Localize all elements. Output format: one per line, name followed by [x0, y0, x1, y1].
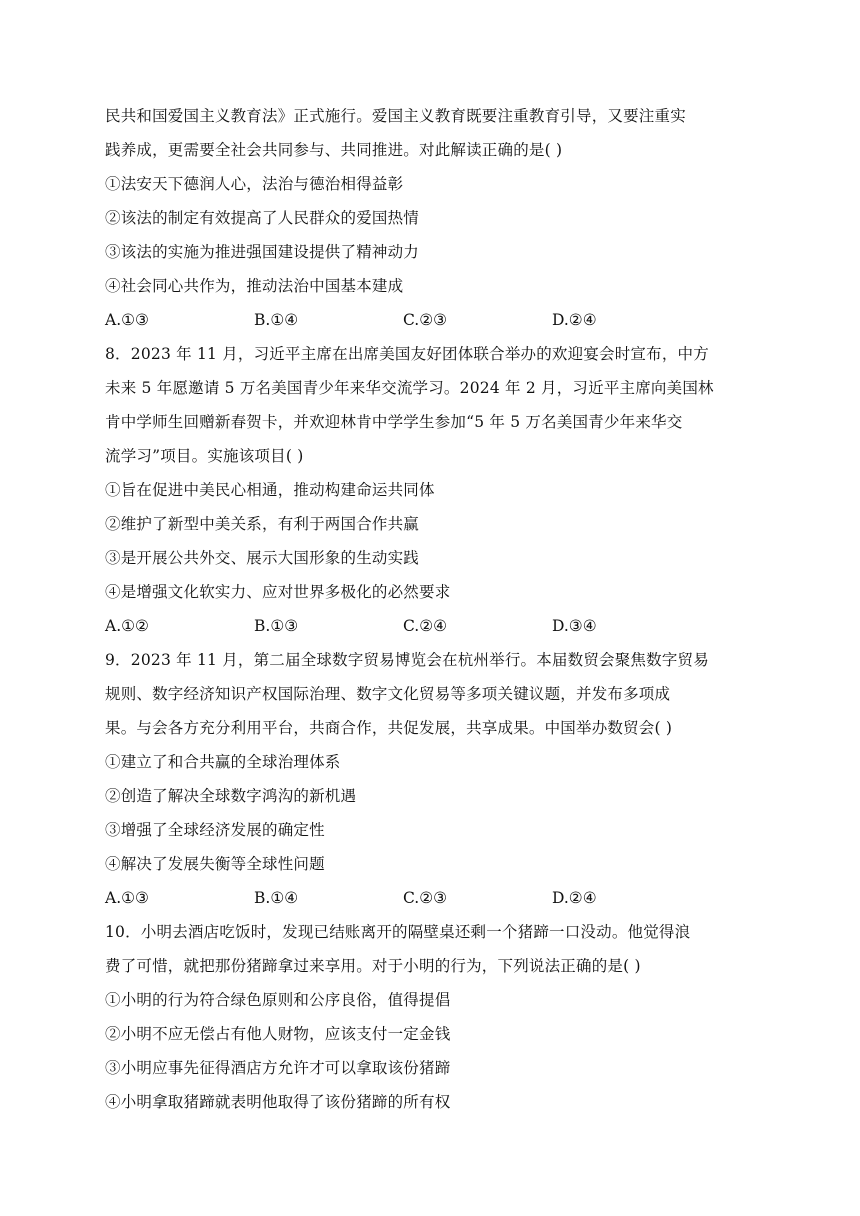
question-stem-line: 未来 5 年愿邀请 5 万名美国青少年来华交流学习。2024 年 2 月，习近平主席向美国林 [105, 379, 714, 397]
question-stem-line: 民共和国爱国主义教育法》正式施行。爱国主义教育既要注重教育引导，又要注重实 [105, 107, 686, 125]
statement-3: ③该法的实施为推进强国建设提供了精神动力 [105, 243, 420, 261]
statement-1: ①建立了和合共赢的全球治理体系 [105, 753, 341, 771]
statement-4: ④解决了发展失衡等全球性问题 [105, 855, 325, 873]
option-d: D.②④ [552, 889, 597, 907]
answer-options [105, 303, 755, 337]
question-stem-line: 肯中学师生回赠新春贺卡，并欢迎林肯中学学生参加“5 年 5 万名美国青少年来华交 [105, 413, 683, 431]
statement-2: ②该法的制定有效提高了人民群众的爱国热情 [105, 209, 420, 227]
option-b: B.①④ [254, 889, 299, 907]
option-a: A.①② [105, 617, 149, 635]
option-c: C.②③ [403, 889, 448, 907]
option-d: D.②④ [552, 311, 597, 329]
question-7 [105, 99, 755, 337]
statement-3: ③是开展公共外交、展示大国形象的生动实践 [105, 549, 420, 567]
statement-2: ②维护了新型中美关系，有利于两国合作共赢 [105, 515, 420, 533]
statement-2: ②小明不应无偿占有他人财物，应该支付一定金钱 [105, 1025, 451, 1043]
option-a: A.①③ [105, 311, 149, 329]
question-stem-line: 8．2023 年 11 月，习近平主席在出席美国友好团体联合举办的欢迎宴会时宣布，中方 [105, 345, 709, 363]
statement-4: ④社会同心共作为，推动法治中国基本建成 [105, 277, 404, 295]
question-stem-line: 流学习”项目。实施该项目( ) [105, 447, 304, 465]
statement-4: ④小明拿取猪蹄就表明他取得了该份猪蹄的所有权 [105, 1093, 451, 1111]
question-stem-line: 费了可惜，就把那份猪蹄拿过来享用。对于小明的行为，下列说法正确的是( ) [105, 957, 641, 975]
question-9 [105, 643, 755, 915]
question-stem-line: 践养成，更需要全社会共同参与、共同推进。对此解读正确的是( ) [105, 141, 563, 159]
statement-3: ③增强了全球经济发展的确定性 [105, 821, 325, 839]
question-list [105, 99, 755, 1119]
question-10 [105, 915, 755, 1119]
answer-options [105, 881, 755, 915]
option-b: B.①④ [254, 311, 299, 329]
question-8 [105, 337, 755, 643]
answer-options [105, 609, 755, 643]
statement-4: ④是增强文化软实力、应对世界多极化的必然要求 [105, 583, 451, 601]
statement-3: ③小明应事先征得酒店方允许才可以拿取该份猪蹄 [105, 1059, 451, 1077]
option-c: C.②④ [403, 617, 448, 635]
option-c: C.②③ [403, 311, 448, 329]
question-stem-line: 9．2023 年 11 月，第二届全球数字贸易博览会在杭州举行。本届数贸会聚焦数字贸易 [105, 651, 709, 669]
statement-2: ②创造了解决全球数字鸿沟的新机遇 [105, 787, 357, 805]
statement-1: ①旨在促进中美民心相通，推动构建命运共同体 [105, 481, 435, 499]
option-b: B.①③ [254, 617, 299, 635]
option-d: D.③④ [552, 617, 597, 635]
question-stem-line: 规则、数字经济知识产权国际治理、数字文化贸易等多项关键议题，并发布多项成 [105, 685, 671, 703]
statement-1: ①法安天下德润人心，法治与德治相得益彰 [105, 175, 404, 193]
statement-1: ①小明的行为符合绿色原则和公序良俗，值得提倡 [105, 991, 451, 1009]
option-a: A.①③ [105, 889, 149, 907]
question-stem-line: 果。与会各方充分利用平台，共商合作，共促发展，共享成果。中国举办数贸会( ) [105, 719, 673, 737]
question-stem-line: 10．小明去酒店吃饭时，发现已结账离开的隔壁桌还剩一个猪蹄一口没动。他觉得浪 [105, 923, 691, 941]
